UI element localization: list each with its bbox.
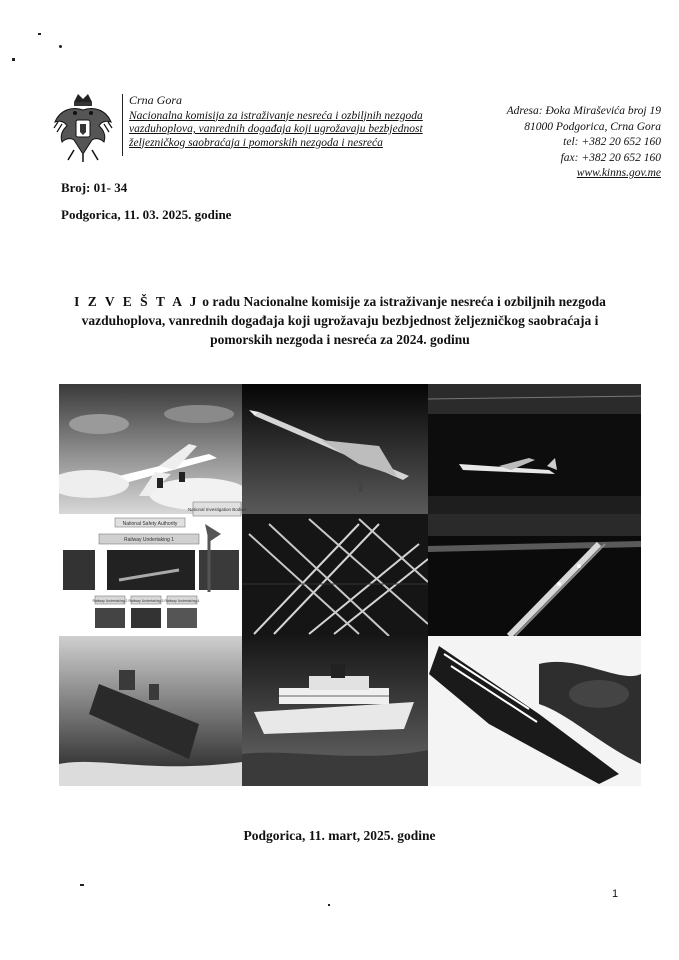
diagram-authority-label: National Safety Authority bbox=[122, 521, 178, 527]
report-title-heading: I Z V E Š T A J bbox=[74, 294, 199, 309]
coat-of-arms-icon bbox=[52, 92, 114, 164]
scan-speck bbox=[12, 58, 15, 61]
diagram-undertaking-label: Railway Undertaking 1 bbox=[123, 537, 175, 543]
institution-name-line-3: željezničkog saobraćaja i pomorskih nezgoda i nesreća bbox=[129, 136, 383, 149]
address-phone: tel: +382 20 652 160 bbox=[563, 136, 661, 148]
website-link[interactable]: www.kinns.gov.me bbox=[576, 167, 661, 179]
photo-aircraft-landing bbox=[428, 384, 641, 514]
photo-investigation-diagram bbox=[59, 502, 247, 636]
institution-name-line-2: vazduhoplova, vanrednih događaja koji ugrožavaju bezbjednost bbox=[129, 123, 423, 135]
address-fax: fax: +382 20 652 160 bbox=[560, 151, 661, 164]
address-block bbox=[421, 104, 661, 182]
document-number: Broj: 01- 34 bbox=[61, 180, 128, 195]
footer-date: Podgorica, 11. mart, 2025. godine bbox=[243, 828, 436, 843]
diagram-sub1-label: Railway Undertaking 2 bbox=[92, 599, 128, 603]
document-date: Podgorica, 11. 03. 2025. godine bbox=[61, 207, 232, 222]
country-name: Crna Gora bbox=[129, 93, 183, 107]
diagram-sub2-label: Railway Undertaking 3 bbox=[128, 599, 164, 603]
address-city: 81000 Podgorica, Crna Gora bbox=[524, 120, 661, 133]
page-number: 1 bbox=[612, 888, 619, 900]
institution-name-line-1: Nacionalna komisija za istraživanje nesreća i ozbiljnih nezgoda bbox=[129, 109, 423, 122]
scan-speck bbox=[59, 45, 62, 48]
photo-airplane-clouds bbox=[59, 384, 249, 514]
scan-speck bbox=[38, 33, 41, 35]
photo-train-landscape bbox=[428, 514, 641, 636]
photo-cargo-ship bbox=[59, 636, 242, 786]
photo-cruise-ship bbox=[242, 636, 428, 786]
photo-railway-tracks bbox=[242, 514, 428, 636]
scan-speck bbox=[328, 904, 330, 906]
header-divider bbox=[122, 94, 123, 156]
photo-capsized-ship bbox=[428, 636, 641, 786]
report-title bbox=[56, 292, 624, 349]
address-street: Adresa: Đoka Miraševića broj 19 bbox=[506, 105, 661, 117]
scan-speck bbox=[80, 884, 84, 886]
diagram-sub3-label: Railway Undertaking 4 bbox=[164, 599, 200, 603]
diagram-nib-label: National Investigation Bodies bbox=[187, 507, 247, 512]
photo-collage bbox=[59, 384, 641, 786]
report-title-text: o radu Nacionalne komisije za istraživanje nesreća i ozbiljnih nezgoda vazduhoplova, vanrednih događaja koji ugrožavaju bezbjednost željezničkog saobraćaja i pomorskih nezgoda i nesreća za 2024. godinu bbox=[81, 294, 606, 347]
photo-supersonic-aircraft bbox=[242, 384, 428, 514]
